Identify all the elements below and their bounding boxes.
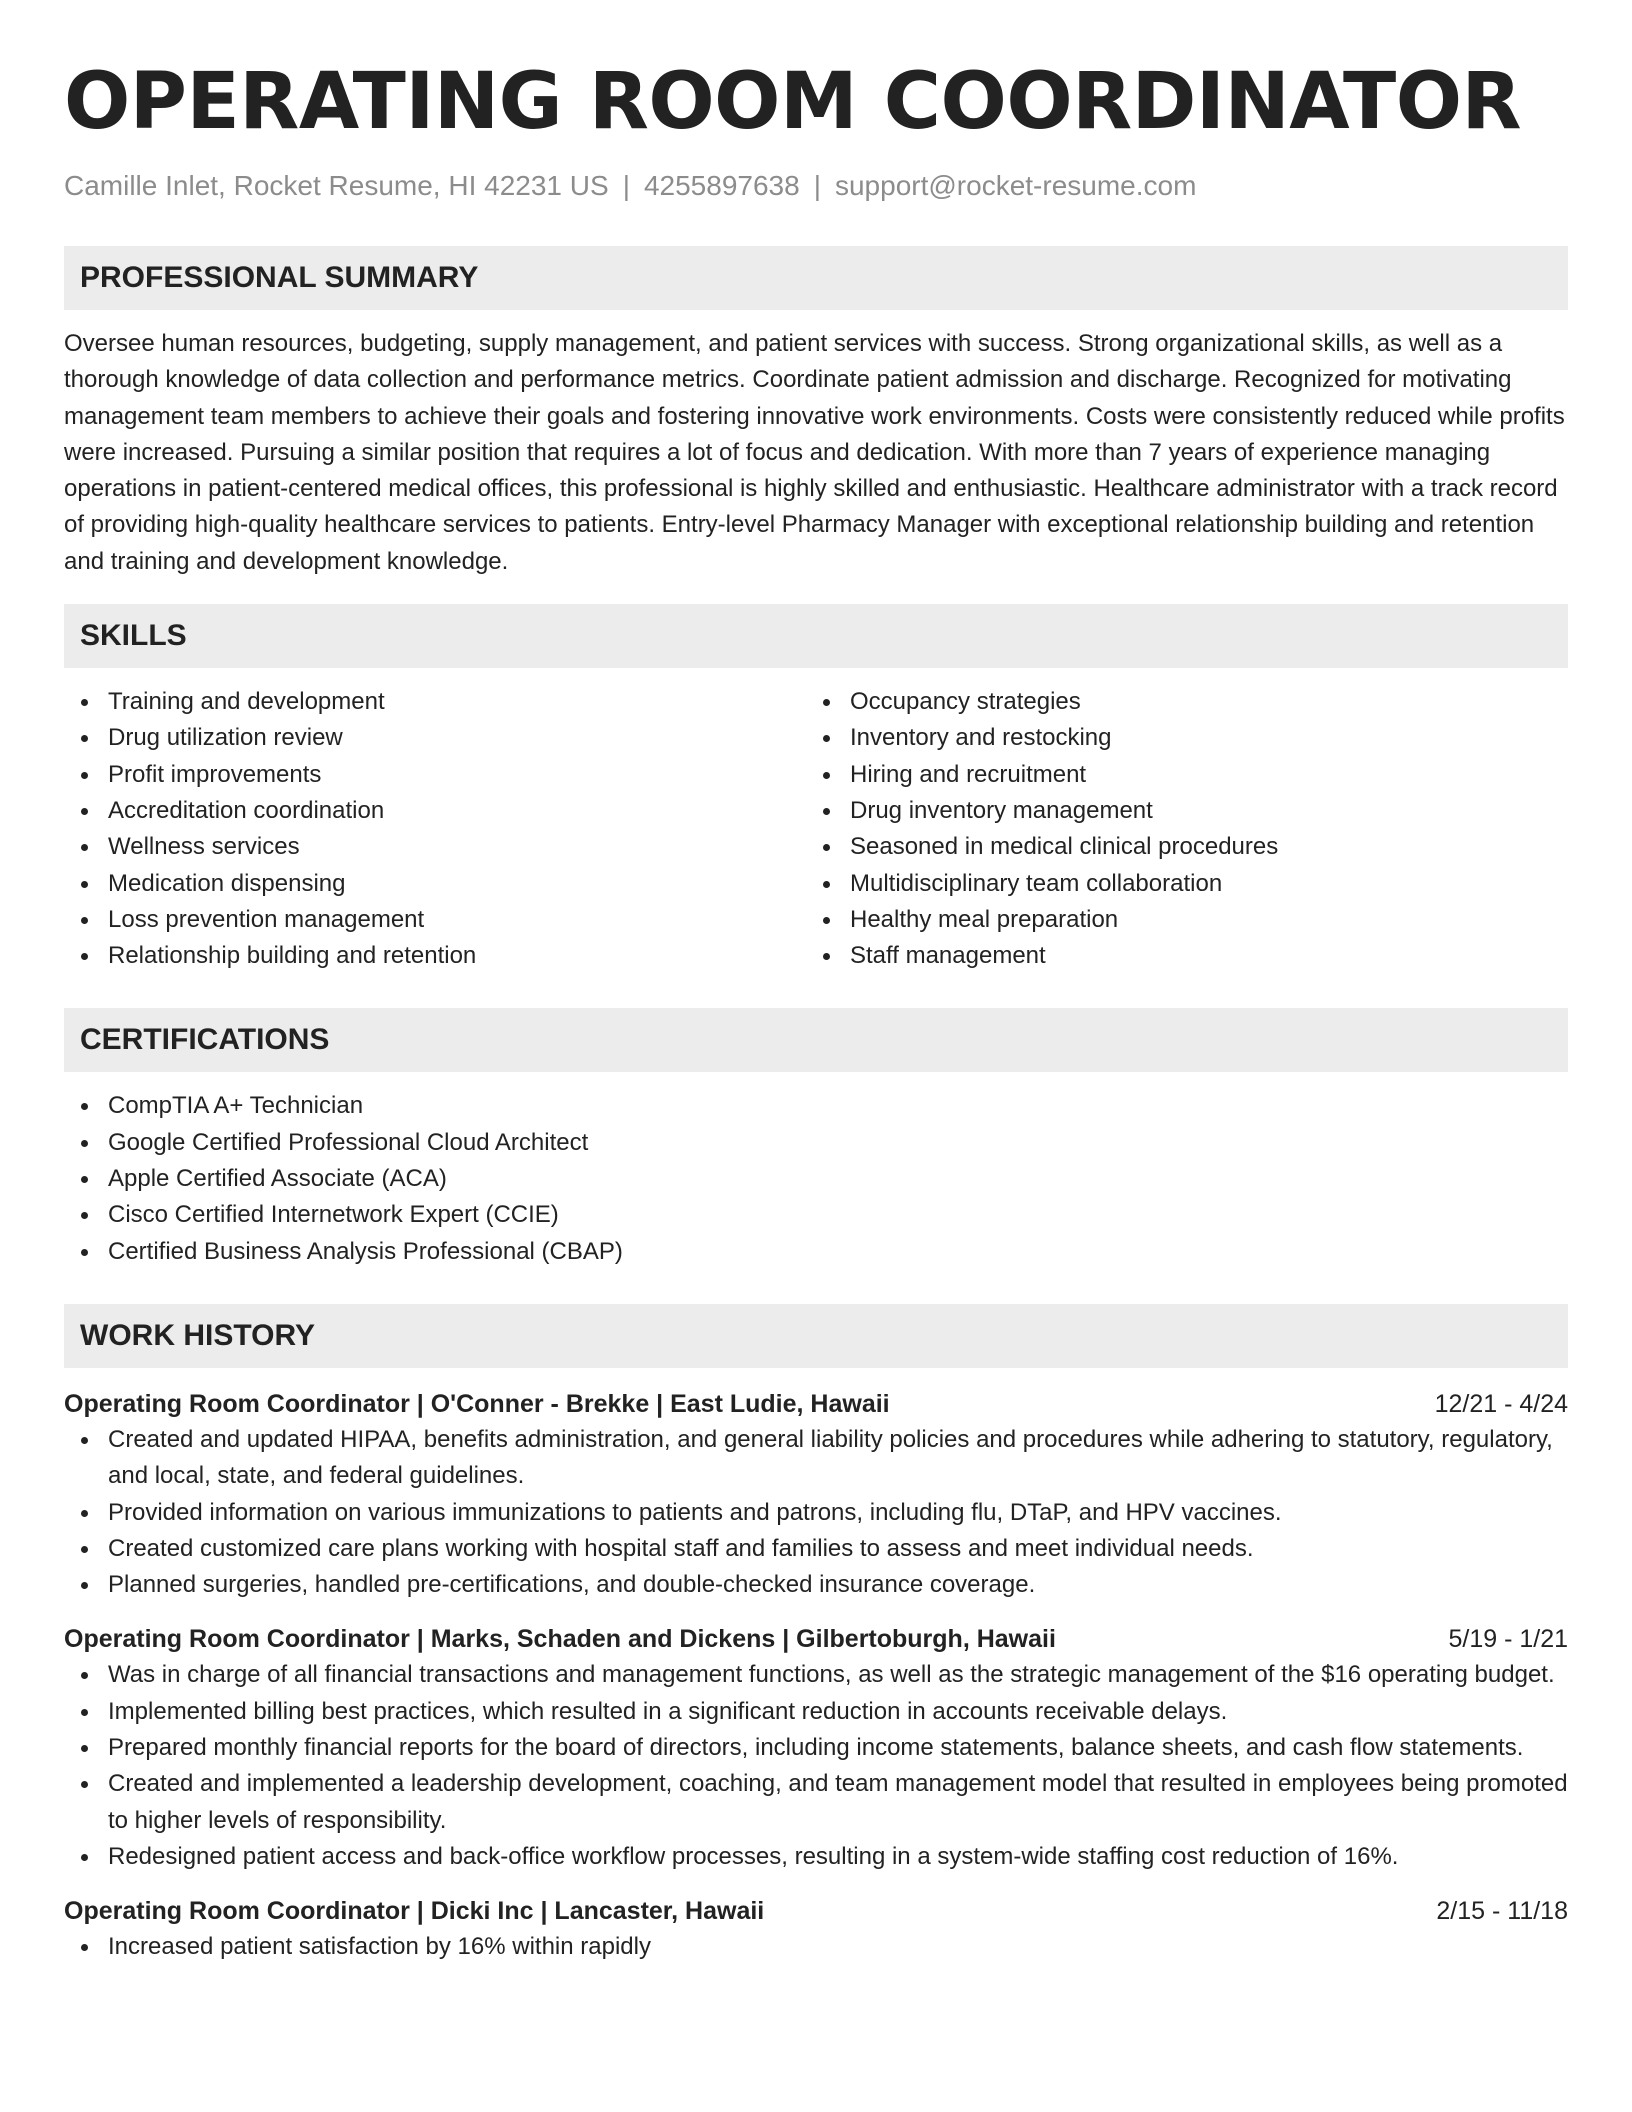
- skills-column-left: [64, 684, 806, 974]
- job-entry: [64, 1386, 1568, 1603]
- section-header-work-history: WORK HISTORY: [64, 1304, 1568, 1368]
- job-bullets: [64, 1657, 1568, 1875]
- job-bullet: Created and updated HIPAA, benefits administration, and general liability policies and procedures while adhering to statutory, regulatory, and local, state, and federal guidelines.: [64, 1422, 1568, 1495]
- job-bullet: Created customized care plans working with hospital staff and families to assess and meet individual needs.: [64, 1531, 1568, 1567]
- skill-item: Multidisciplinary team collaboration: [806, 866, 1548, 902]
- job-title: Operating Room Coordinator | O'Conner - Brekke | East Ludie, Hawaii: [64, 1389, 890, 1418]
- job-title: Operating Room Coordinator | Marks, Schaden and Dickens | Gilbertoburgh, Hawaii: [64, 1625, 1056, 1654]
- job-entry: [64, 1893, 1568, 1965]
- job-bullet: Planned surgeries, handled pre-certifications, and double-checked insurance coverage.: [64, 1567, 1568, 1603]
- summary-text: Oversee human resources, budgeting, supply management, and patient services with success. Strong organizational skills, as well as a thorough knowledge of data collection and performance metrics. Coordinate patient admission and discharge. Recognized for motivating management team members to achieve their goals and fostering innovative work environments. Costs were consistently reduced while profits were increased. Pursuing a similar position that requires a lot of focus and dedication. With more than 7 years of experience managing operations in patient-centered medical offices, this professional is highly skilled and enthusiastic. Healthcare administrator with a track record of providing high-quality healthcare services to patients. Entry-level Pharmacy Manager with exceptional relationship building and retention and training and development knowledge.: [64, 330, 1565, 575]
- section-header-skills: SKILLS: [64, 604, 1568, 668]
- certification-item: Apple Certified Associate (ACA): [64, 1161, 1568, 1197]
- certification-item: Google Certified Professional Cloud Architect: [64, 1125, 1568, 1161]
- job-bullets: [64, 1422, 1568, 1603]
- job-bullet: Created and implemented a leadership development, coaching, and team management model that resulted in employees being promoted to higher levels of responsibility.: [64, 1766, 1568, 1839]
- skills-list: [64, 684, 1568, 974]
- certifications-list: [64, 1088, 1568, 1269]
- job-bullet: Provided information on various immunizations to patients and patrons, including flu, DTaP, and HPV vaccines.: [64, 1495, 1568, 1531]
- skill-item: Inventory and restocking: [806, 720, 1548, 756]
- job-bullets: [64, 1929, 1568, 1965]
- contact-email: support@rocket-resume.com: [834, 170, 1197, 201]
- certification-item: Cisco Certified Internetwork Expert (CCIE): [64, 1197, 1568, 1233]
- resume-title: OPERATING ROOM COORDINATOR: [64, 57, 1522, 147]
- contact-phone: 4255897638: [643, 170, 800, 201]
- skill-item: Loss prevention management: [64, 902, 806, 938]
- skill-item: Training and development: [64, 684, 806, 720]
- job-dates: 2/15 - 11/18: [1436, 1897, 1568, 1926]
- skill-item: Accreditation coordination: [64, 793, 806, 829]
- skill-item: Staff management: [806, 938, 1548, 974]
- certification-item: CompTIA A+ Technician: [64, 1088, 1568, 1124]
- job-header: [64, 1386, 1568, 1422]
- section-header-summary: PROFESSIONAL SUMMARY: [64, 246, 1568, 310]
- skill-item: Seasoned in medical clinical procedures: [806, 829, 1548, 865]
- skill-item: Occupancy strategies: [806, 684, 1548, 720]
- skills-column-right: [806, 684, 1548, 974]
- job-bullet: Implemented billing best practices, which resulted in a significant reduction in accounts receivable delays.: [64, 1694, 1568, 1730]
- contact-line: [64, 168, 1568, 204]
- job-bullet: Was in charge of all financial transactions and management functions, as well as the strategic management of the $16 operating budget.: [64, 1657, 1568, 1693]
- contact-address: Camille Inlet, Rocket Resume, HI 42231 US: [64, 170, 609, 201]
- job-header: [64, 1621, 1568, 1657]
- certification-item: Certified Business Analysis Professional (CBAP): [64, 1234, 1568, 1270]
- job-dates: 5/19 - 1/21: [1448, 1625, 1568, 1654]
- job-bullet: Redesigned patient access and back-office workflow processes, resulting in a system-wide staffing cost reduction of 16%.: [64, 1839, 1568, 1875]
- skill-item: Healthy meal preparation: [806, 902, 1548, 938]
- skill-item: Profit improvements: [64, 757, 806, 793]
- job-dates: 12/21 - 4/24: [1434, 1389, 1568, 1418]
- skill-item: Drug inventory management: [806, 793, 1548, 829]
- section-header-certifications: CERTIFICATIONS: [64, 1008, 1568, 1072]
- resume-page: [64, 52, 1568, 1966]
- skill-item: Wellness services: [64, 829, 806, 865]
- contact-separator: |: [813, 170, 821, 201]
- job-entry: [64, 1621, 1568, 1875]
- job-title: Operating Room Coordinator | Dicki Inc | Lancaster, Hawaii: [64, 1897, 765, 1926]
- skill-item: Relationship building and retention: [64, 938, 806, 974]
- job-bullet: Increased patient satisfaction by 16% within rapidly: [64, 1929, 1568, 1965]
- skill-item: Medication dispensing: [64, 866, 806, 902]
- contact-separator: |: [622, 170, 630, 201]
- job-header: [64, 1893, 1568, 1929]
- skill-item: Hiring and recruitment: [806, 757, 1548, 793]
- job-bullet: Prepared monthly financial reports for the board of directors, including income statements, balance sheets, and cash flow statements.: [64, 1730, 1568, 1766]
- skill-item: Drug utilization review: [64, 720, 806, 756]
